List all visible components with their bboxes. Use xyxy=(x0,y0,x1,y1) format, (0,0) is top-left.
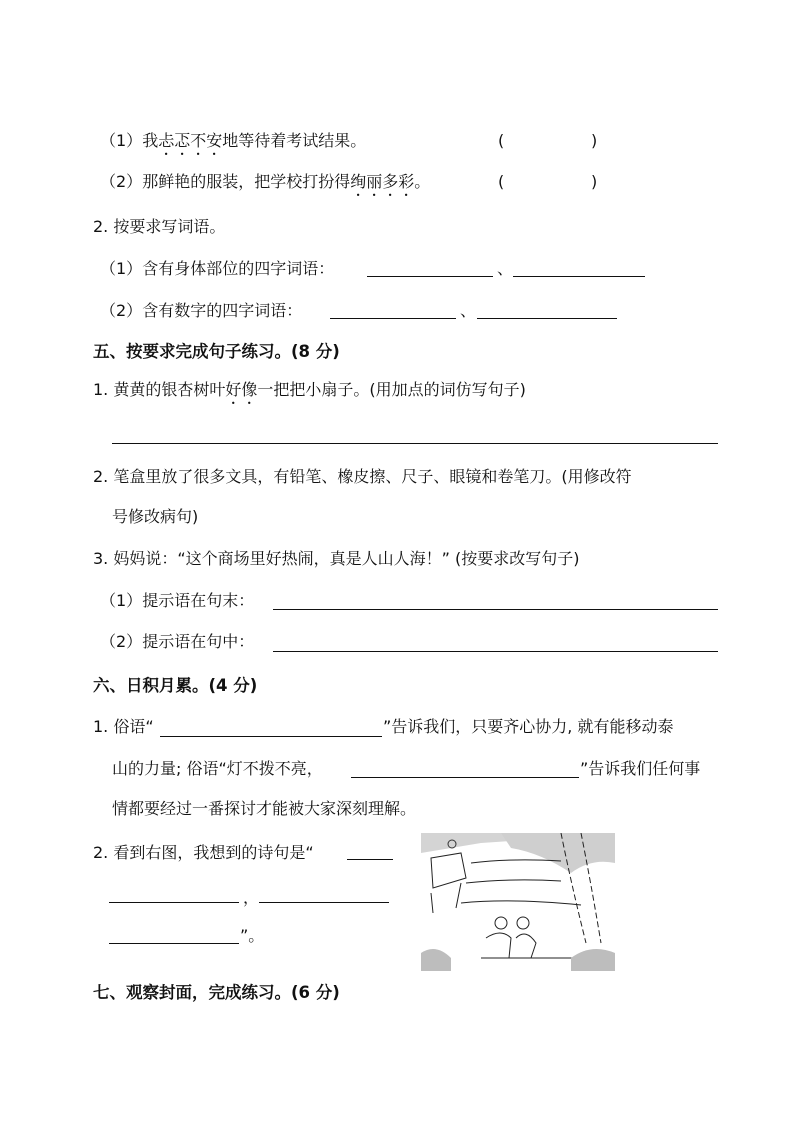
rewrite-item-2 xyxy=(100,631,254,653)
item-number: （1） xyxy=(100,131,143,150)
text: ”告诉我们，只要齐心协力, 就有能移动泰 xyxy=(383,717,674,736)
question-title: 2. 按要求写词语。 xyxy=(93,217,226,236)
dotted-word: 绚丽多彩 xyxy=(350,172,415,191)
poem-illustration xyxy=(421,833,615,971)
text: 山的力量; 俗语“灯不拨不亮， xyxy=(112,759,323,778)
text: 我 xyxy=(142,131,159,150)
answer-paren-close: ) xyxy=(591,131,598,150)
answer-line[interactable] xyxy=(367,276,493,277)
text: 一把把小扇子。(用加点的词仿写句子) xyxy=(257,380,526,399)
illustration-drawing xyxy=(421,833,615,971)
item-number: （2） xyxy=(100,172,143,191)
answer-line[interactable] xyxy=(109,902,239,903)
word-item-2 xyxy=(100,300,302,322)
section-heading: 五、按要求完成句子练习。(8 分) xyxy=(93,342,340,361)
quote-end: ”。 xyxy=(240,926,265,945)
text: 地等待着考试结果。 xyxy=(222,131,367,150)
dotted-word: 忐忑不安 xyxy=(158,131,223,150)
item-number: （2） xyxy=(100,301,143,320)
q-item-2 xyxy=(100,171,430,193)
answer-line[interactable] xyxy=(273,651,718,652)
dotted-word: 好像 xyxy=(225,380,258,399)
text: 那鲜艳的服装，把学校打扮得 xyxy=(142,172,351,191)
item-number: （1） xyxy=(100,259,143,278)
answer-paren-close: ) xyxy=(591,172,598,191)
q-item-1 xyxy=(100,130,366,152)
answer-line[interactable] xyxy=(259,902,389,903)
answer-line[interactable] xyxy=(112,443,718,444)
answer-line[interactable] xyxy=(330,318,456,319)
question-3: 3. 妈妈说：“这个商场里好热闹，真是人山人海！” (按要求改写句子) xyxy=(93,549,580,568)
answer-line[interactable] xyxy=(273,609,718,610)
text: 含有数字的四字词语： xyxy=(142,301,303,320)
question-1 xyxy=(93,379,526,401)
answer-line[interactable] xyxy=(351,777,579,778)
text: 提示语在句末： xyxy=(142,591,255,610)
item-number: （1） xyxy=(100,591,143,610)
answer-line[interactable] xyxy=(160,736,382,737)
text: 2. 看到右图，我想到的诗句是“ xyxy=(93,843,314,862)
answer-line[interactable] xyxy=(477,318,617,319)
text: 提示语在句中： xyxy=(142,632,255,651)
answer-paren-open: ( xyxy=(498,131,505,150)
separator: 、 xyxy=(497,259,514,278)
answer-line[interactable] xyxy=(109,943,239,944)
item-number: （2） xyxy=(100,632,143,651)
separator: 、 xyxy=(460,301,477,320)
section-heading: 六、日积月累。(4 分) xyxy=(93,676,258,695)
answer-paren-open: ( xyxy=(498,172,505,191)
text: 含有身体部位的四字词语： xyxy=(142,259,335,278)
question-2-line1: 2. 笔盒里放了很多文具，有铅笔、橡皮擦、尺子、眼镜和卷笔刀。(用修改符 xyxy=(93,467,632,486)
comma: ， xyxy=(243,888,260,907)
word-item-1 xyxy=(100,258,334,280)
section-heading: 七、观察封面，完成练习。(6 分) xyxy=(93,983,340,1002)
answer-line[interactable] xyxy=(513,276,645,277)
rewrite-item-1 xyxy=(100,590,254,612)
text: ”告诉我们任何事 xyxy=(580,759,701,778)
text: 。 xyxy=(414,172,431,191)
text: 1. 俗语“ xyxy=(93,717,154,736)
text: 情都要经过一番探讨才能被大家深刻理解。 xyxy=(112,799,417,818)
question-2-line2: 号修改病句) xyxy=(112,507,199,526)
answer-line[interactable] xyxy=(347,859,393,860)
text: 1. 黄黄的银杏树叶 xyxy=(93,380,226,399)
